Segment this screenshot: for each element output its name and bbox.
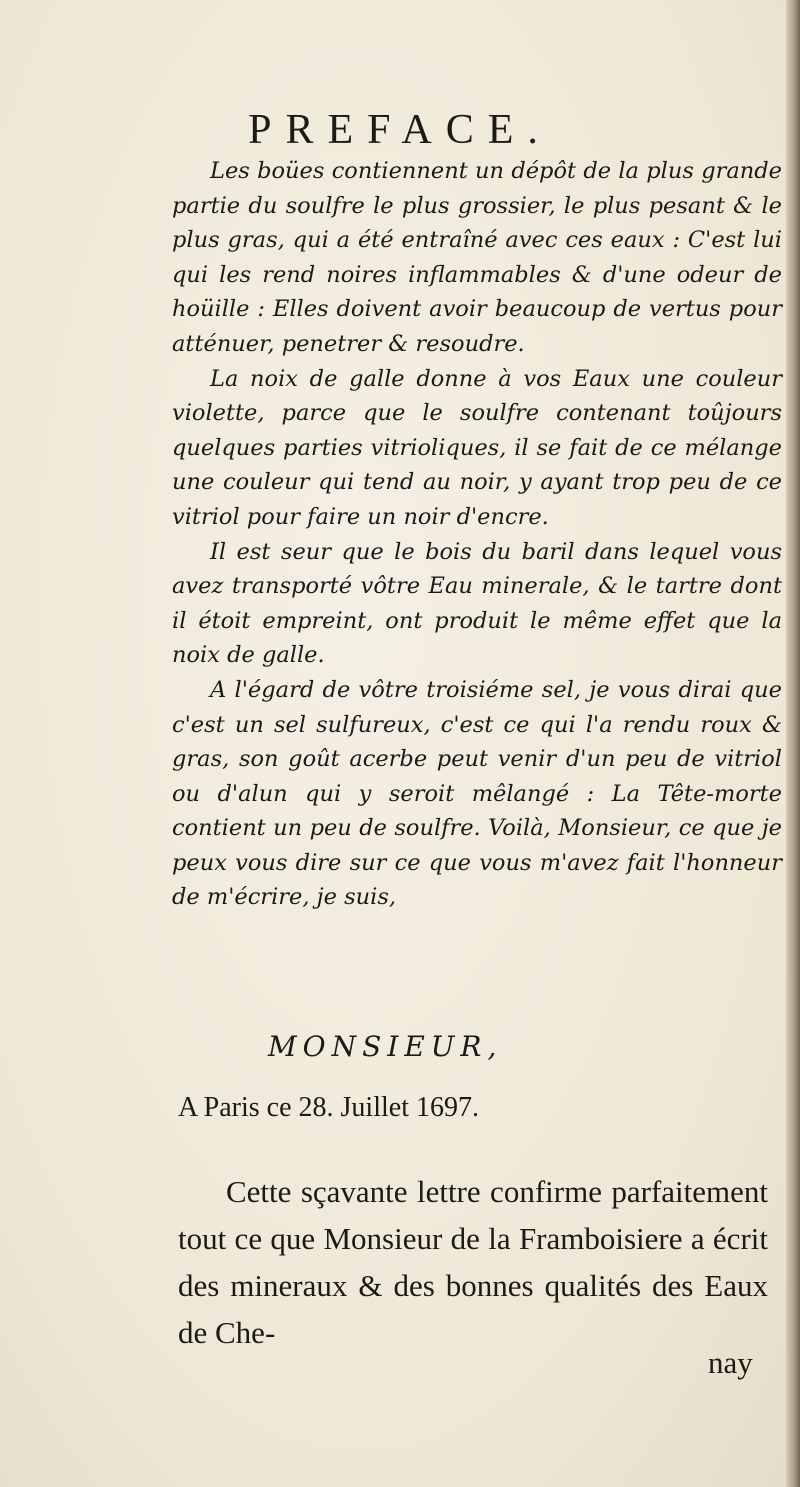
- page-edge: [786, 0, 800, 1487]
- running-head: PREFACE.: [248, 107, 552, 153]
- letter-paragraph: A l'égard de vôtre troisiéme sel, je vous dirai que c'est un sel sulfureux, c'est ce qui l'a rendu roux & gras, son goût acerbe peut venir d'un peu de vitriol ou d'alun qui y seroit mêlangé : La Tête-morte contient un peu de soulfre. Voilà, Monsieur, ce que je peux vous dire sur ce que vous m'avez fait l'honneur de m'écrire, je suis,: [172, 676, 782, 911]
- commentary-text: [178, 1168, 768, 1356]
- letter-paragraph: Les boües contiennent un dépôt de la plus grande partie du soulfre le plus grossier, le plus pesant & le plus gras, qui a été entraîné avec ces eaux : C'est lui qui les rend noires inflammables & d'une odeur de hoüille : Elles doivent avoir beaucoup de vertus pour atténuer, penetrer & resoudre.: [172, 158, 782, 357]
- catchword: nay: [708, 1345, 753, 1380]
- dateline: A Paris ce 28. Juillet 1697.: [178, 1092, 479, 1123]
- letter-paragraph: La noix de galle donne à vos Eaux une couleur violette, parce que le soulfre contenant toûjours quelques parties vitrioliques, il se fait de ce mélange une couleur qui tend au noir, y ayant trop peu de ce vitriol pour faire un noir d'encre.: [172, 365, 782, 530]
- letter-text: [172, 154, 782, 915]
- commentary-paragraph: Cette sçavante lettre confirme parfaitement tout ce que Monsieur de la Framboisiere a écrit des mineraux & des bonnes qualités des Eaux de Che-: [178, 1174, 768, 1350]
- salutation: MONSIEUR,: [268, 1030, 503, 1063]
- letter-paragraph: Il est seur que le bois du baril dans lequel vous avez transporté vôtre Eau minerale, & le tartre dont il étoit empreint, ont produit le même effet que la noix de galle.: [172, 538, 782, 669]
